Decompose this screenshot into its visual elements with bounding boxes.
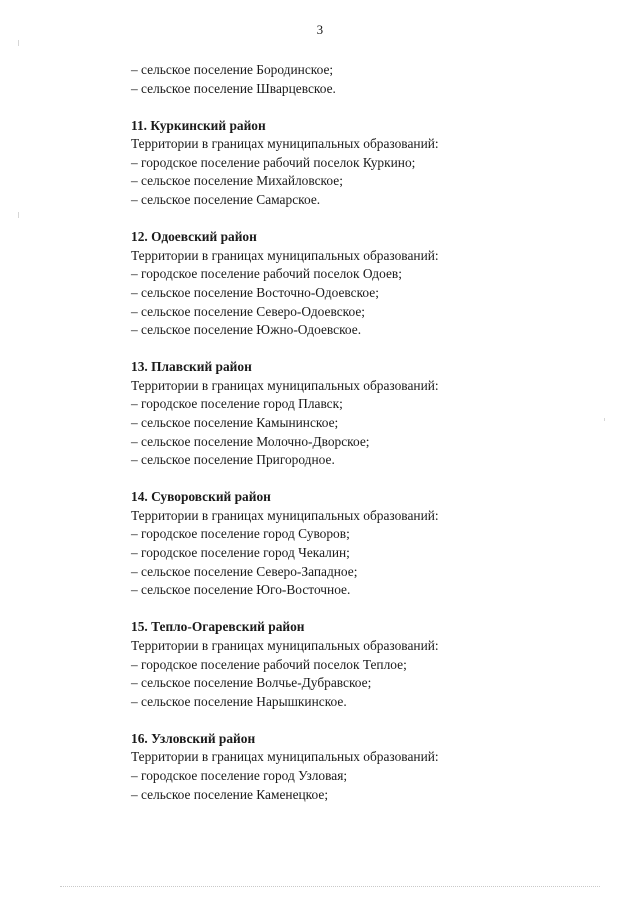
section-intro: Территории в границах муниципальных образований:: [131, 507, 439, 523]
list-item: – сельское поселение Волчье-Дубравское;: [131, 675, 372, 691]
list-item: – сельское поселение Восточно-Одоевское;: [131, 284, 379, 300]
list-item: – сельское поселение Каменецкое;: [131, 786, 329, 802]
continuation-list: [131, 61, 601, 98]
list-item: – городское поселение рабочий поселок Одоев;: [131, 266, 402, 282]
list-item: – сельское поселение Камынинское;: [131, 415, 339, 430]
scan-speck: [18, 40, 19, 46]
list-item: – городское поселение город Узловая;: [131, 768, 348, 783]
section-kurkinsky: [131, 117, 601, 210]
list-item: – городское поселение город Плавск;: [131, 396, 343, 412]
list-item: – сельское поселение Молочно-Дворское;: [131, 433, 370, 449]
list-item: – городское поселение рабочий поселок Теплое;: [131, 656, 407, 672]
section-heading: 12. Одоевский район: [131, 229, 257, 245]
section-plavsky: [131, 358, 601, 470]
scan-speck: [18, 212, 19, 218]
document-body: [131, 61, 601, 804]
list-item: – сельское поселение Пригородное.: [131, 452, 335, 468]
scan-edge-artifact: [60, 884, 600, 887]
list-item: – сельское поселение Бородинское;: [131, 62, 334, 77]
section-teplo-ogarevsky: [131, 618, 601, 711]
list-item: – сельское поселение Северо-Западное;: [131, 563, 358, 579]
section-uzlovsky: [131, 730, 601, 804]
section-intro: Территории в границах муниципальных образований:: [131, 637, 439, 653]
list-item: – городское поселение город Чекалин;: [131, 545, 350, 561]
list-item: – сельское поселение Юго-Восточное.: [131, 582, 351, 598]
list-item: – сельское поселение Нарышкинское.: [131, 693, 347, 709]
list-item: – сельское поселение Михайловское;: [131, 173, 343, 189]
section-intro: Территории в границах муниципальных образований:: [131, 377, 439, 393]
section-intro: Территории в границах муниципальных образований:: [131, 749, 439, 765]
section-intro: Территории в границах муниципальных образований:: [131, 136, 439, 152]
list-item: – сельское поселение Шварцевское.: [131, 80, 336, 96]
section-odoevsky: [131, 228, 601, 340]
list-item: – сельское поселение Самарское.: [131, 192, 321, 208]
page-number: 3: [316, 22, 324, 37]
list-item: – городское поселение рабочий поселок Куркино;: [131, 154, 416, 170]
section-suvorovsky: [131, 488, 601, 600]
list-item: – сельское поселение Северо-Одоевское;: [131, 303, 366, 319]
section-heading: 11. Куркинский район: [131, 117, 266, 133]
list-item: – сельское поселение Южно-Одоевское.: [131, 322, 362, 338]
list-item: – городское поселение город Суворов;: [131, 526, 350, 542]
scan-speck: [604, 418, 605, 421]
section-heading: 13. Плавский район: [131, 359, 252, 375]
section-intro: Территории в границах муниципальных образований:: [131, 247, 439, 263]
section-heading: 16. Узловский район: [131, 730, 256, 746]
section-heading: 14. Суворовский район: [131, 489, 271, 505]
section-heading: 15. Тепло-Огаревский район: [131, 619, 305, 635]
